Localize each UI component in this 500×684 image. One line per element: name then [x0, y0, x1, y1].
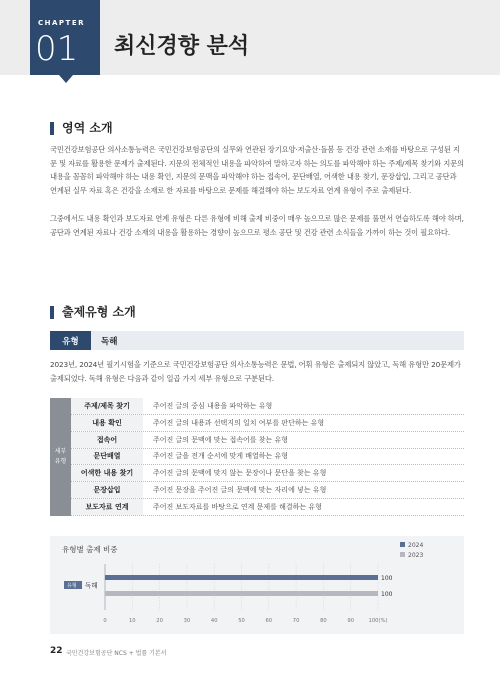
type-name: 독해 — [101, 336, 118, 347]
legend-swatch — [400, 552, 405, 557]
category-label: 독해 — [85, 581, 98, 590]
sub-type-desc: 주어진 글의 내용과 선택지의 일치 여부를 판단하는 유형 — [153, 418, 325, 427]
sub-type-name: 문장삽입 — [71, 482, 143, 498]
x-tick-label: 90 — [347, 618, 355, 624]
type-tag: 유형 — [50, 331, 91, 350]
chart-grid — [105, 564, 378, 610]
section-heading-intro — [50, 121, 113, 135]
x-tick-label: 50 — [238, 618, 245, 624]
table-row — [71, 482, 464, 499]
legend-swatch — [400, 542, 405, 547]
type-row — [50, 331, 464, 350]
section-heading-text: 출제유형 소개 — [62, 305, 136, 319]
category-tag: 유형 — [67, 583, 77, 589]
intro-paragraph-1: 국민건강보험공단 의사소통능력은 국민건강보험공단의 실무와 연관된 장기요양·저출산·돌봄 등 건강 관련 소재를 바탕으로 구성된 지문 및 자료를 활용한 문제가 출제된다. 지문의 전체적인 내용을 파악하여 말하고자 하는 의도를 파악해야 하는 주제/제목 찾기와 지문의 내용을 꼼꼼히 파악해야 하는 내용 확인, 지문의 문맥을 파악해야 하는 접속어, 문단배열, 어색한 내용 찾기, 문장삽입, 그리고 공단과 연계된 실무 자료 혹은 건강을 소재로 한 자료를 바탕으로 문제를 해결해야 하는 보도자료 연계 유형이 주로 출제된다. — [50, 145, 464, 195]
side-label-line-2: 유형 — [54, 458, 67, 465]
chart-panel — [50, 536, 464, 634]
sub-type-desc: 주어진 문장을 주어진 글의 문맥에 맞는 자리에 넣는 유형 — [153, 486, 327, 495]
sub-type-desc: 주어진 글의 문맥에 맞는 접속어를 찾는 유형 — [153, 435, 289, 444]
x-tick-label: 10 — [128, 618, 136, 624]
sub-type-desc: 주어진 글의 문맥에 맞지 않는 문장이나 문단을 찾는 유형 — [153, 469, 327, 478]
types-description: 2023년, 2024년 필기시험을 기준으로 국민건강보험공단 의사소통능력은 문법, 어휘 유형은 출제되지 않았고, 독해 유형만 20문제가 출제되었다. 독해 유형은 다음과 같이 일곱 가지 세부 유형으로 구분된다. — [50, 360, 461, 383]
sub-type-name: 내용 확인 — [71, 415, 143, 431]
sub-type-desc: 주어진 보도자료를 바탕으로 연계 문제를 해결하는 유형 — [153, 503, 322, 512]
x-tick-label: 40 — [210, 618, 218, 624]
data-label: 100 — [381, 575, 393, 582]
section-bar — [50, 122, 54, 135]
sub-type-name: 접속어 — [71, 432, 143, 448]
sub-type-name: 문단배열 — [71, 449, 143, 465]
chapter-label: CHAPTER — [38, 19, 85, 27]
bar-chart — [50, 536, 464, 634]
x-tick-label: 60 — [265, 618, 273, 624]
x-tick-label: 30 — [183, 618, 191, 624]
section-bar — [50, 306, 54, 319]
legend-label: 2023 — [408, 552, 424, 559]
x-tick-label: 70 — [292, 618, 300, 624]
chart-title: 유형별 출제 비중 — [62, 545, 118, 554]
sub-type-side-label — [50, 398, 71, 516]
table-row — [71, 415, 464, 432]
x-tick-label: 100(%) — [368, 618, 388, 624]
chart-ticks — [103, 618, 387, 624]
page-title: 최신경향 분석 — [114, 34, 250, 59]
section-heading-text: 영역 소개 — [62, 121, 113, 135]
bar-2024 — [105, 575, 378, 580]
side-label-line-1: 세부 — [54, 448, 67, 455]
x-tick-label: 20 — [156, 618, 163, 624]
chapter-number: 01 — [35, 29, 79, 69]
x-tick-label: 80 — [320, 618, 327, 624]
sub-type-name: 보도자료 연계 — [71, 499, 143, 515]
x-tick-label: 0 — [103, 618, 107, 624]
footer-text: 국민건강보험공단 NCS + 법률 기본서 — [66, 650, 167, 657]
data-label: 100 — [381, 591, 393, 598]
page-number: 22 — [50, 646, 63, 656]
legend-label: 2024 — [408, 542, 424, 549]
table-row — [71, 449, 464, 466]
section-heading-types — [50, 305, 136, 319]
table-row — [71, 499, 464, 516]
intro-paragraph-2: 그중에서도 내용 확인과 보도자료 연계 유형은 다른 유형에 비해 출제 비중이 매우 높으므로 많은 문제를 풀면서 연습하도록 해야 하며, 공단과 연계된 자료나 건강 소재의 내용을 활용하는 경향이 높으므로 평소 공단 및 건강 관련 소식들을 가까이 하는 것이 필요하다. — [50, 214, 464, 237]
sub-type-name: 어색한 내용 찾기 — [71, 465, 143, 481]
sub-type-desc: 주어진 글을 전개 순서에 맞게 배열하는 유형 — [153, 452, 289, 461]
chart-legend — [400, 542, 423, 559]
sub-type-desc: 주어진 글의 중심 내용을 파악하는 유형 — [153, 401, 273, 410]
bar-2023 — [105, 591, 378, 596]
table-row — [71, 465, 464, 482]
sub-type-name: 주제/제목 찾기 — [71, 398, 143, 414]
table-row — [71, 432, 464, 449]
chapter-notch — [59, 75, 73, 83]
table-row — [71, 398, 464, 415]
